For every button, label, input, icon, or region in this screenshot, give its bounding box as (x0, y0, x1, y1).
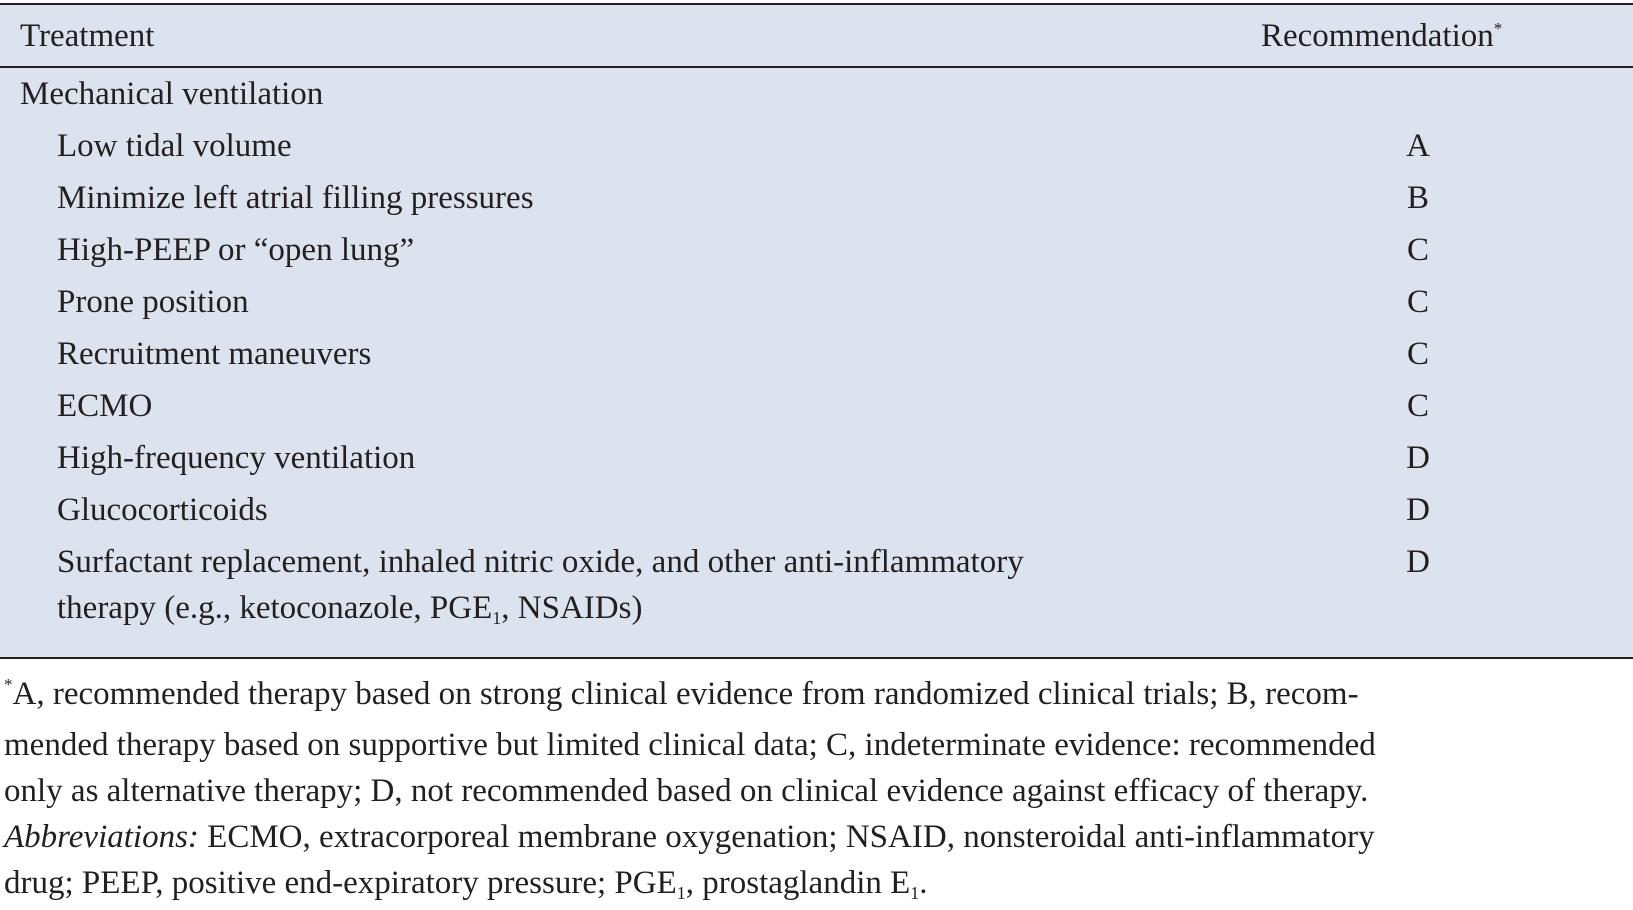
abbreviations-text: drug; PEEP, positive end-expiratory pressure; PGE (4, 865, 677, 901)
footnote-mark: * (4, 675, 13, 694)
footnote-text: A, recommended therapy based on strong clinical evidence from randomized clinical trials; B, recom- (12, 676, 1359, 712)
table-bottom-rule (0, 657, 1633, 659)
abbreviations-line (4, 860, 1604, 910)
table-row-grade: C (1406, 284, 1429, 320)
abbreviations-text: , prostaglandin E (685, 865, 911, 901)
table-row-label: Minimize left atrial filling pressures (57, 180, 534, 216)
footnote-line: only as alternative therapy; D, not recommended based on clinical evidence against efficacy of therapy. (4, 773, 1369, 809)
abbreviations-text: . (919, 865, 928, 901)
abbreviations-label: Abbreviations: (4, 819, 199, 855)
table-row-label (57, 539, 1237, 635)
footnote-marker: * (1493, 19, 1503, 38)
table-row-grade: D (1406, 492, 1430, 528)
group-title: Mechanical ventilation (20, 76, 324, 112)
table-row-grade: C (1406, 336, 1429, 372)
table-row-grade: D (1406, 544, 1430, 580)
table-row-grade: B (1406, 180, 1429, 216)
table-row-grade: C (1406, 388, 1429, 424)
table-row-label: ECMO (57, 388, 153, 424)
table-row-label: High-frequency ventilation (57, 440, 416, 476)
table-row-label: Glucocorticoids (57, 492, 268, 528)
table-row-label: Recruitment maneuvers (57, 336, 372, 372)
abbreviations-text: ECMO, extracorporeal membrane oxygenation; NSAID, nonsteroidal anti-inflammatory (198, 819, 1375, 855)
table-row-grade: D (1406, 440, 1430, 476)
subscript: 1 (910, 883, 920, 903)
label-text: , NSAIDs) (501, 590, 643, 626)
footnote-line: mended therapy based on supportive but limited clinical data; C, indeterminate evidence: recommended (4, 727, 1376, 763)
abbreviations-line (4, 814, 1604, 860)
table-row-label: Low tidal volume (57, 128, 292, 164)
column-header-recommendation-label: Recommendation (1261, 18, 1494, 54)
footnote-line (4, 671, 1604, 722)
subscript: 1 (676, 883, 686, 903)
table-row-grade: A (1406, 128, 1430, 164)
subscript: 1 (492, 608, 502, 628)
label-text: therapy (e.g., ketoconazole, PGE (57, 590, 493, 626)
table-row-grade: C (1406, 232, 1429, 268)
table-row-label-line1: Surfactant replacement, inhaled nitric oxide, and other anti-inflammatory (57, 544, 1024, 580)
table-row-label: High-PEEP or “open lung” (57, 232, 415, 268)
table-row-label: Prone position (57, 284, 249, 320)
column-header-recommendation (1261, 16, 1502, 61)
column-header-treatment: Treatment (20, 18, 155, 54)
table-footnote (4, 671, 1604, 910)
table-row-label-line2 (57, 585, 1237, 635)
